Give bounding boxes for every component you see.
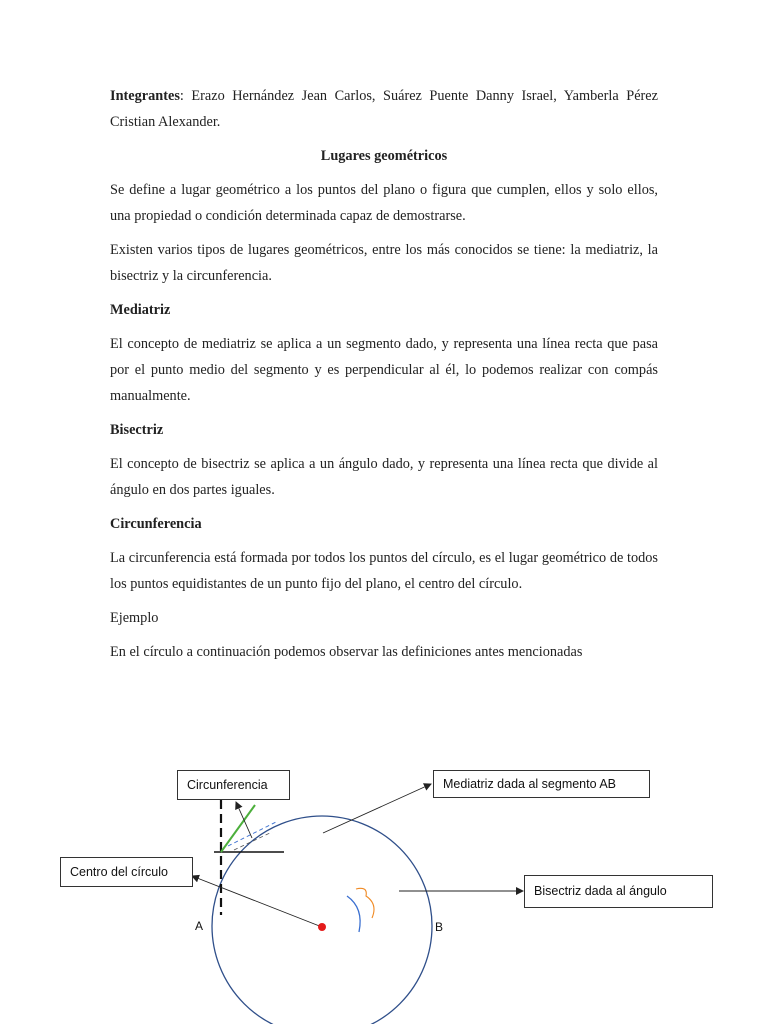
label-centro: Centro del círculo (70, 865, 168, 879)
members-paragraph (110, 83, 658, 135)
document-title: Lugares geométricos (320, 148, 448, 164)
main-circle (212, 816, 432, 1024)
mediatriz-paragraph: El concepto de mediatriz se aplica a un segmento dado, y representa una línea recta que pasa por el punto medio del segmento y es perpendicular al él, lo podemos realizar con compás manualmente. (110, 336, 658, 404)
center-point (318, 923, 326, 931)
circunferencia-paragraph: La circunferencia está formada por todos los puntos del círculo, es el lugar geométrico de todos los puntos equidistantes de un punto fijo del plano, el centro del círculo. (110, 550, 658, 592)
green-line (221, 805, 255, 852)
example-paragraph: En el círculo a continuación podemos observar las definiciones antes mencionadas (110, 644, 583, 660)
label-bisectriz: Bisectriz dada al ángulo (534, 884, 667, 898)
mediatriz-heading: Mediatriz (110, 302, 171, 318)
members-label: Integrantes (110, 88, 180, 104)
label-box-bisectriz (524, 875, 713, 908)
label-mediatriz: Mediatriz dada al segmento AB (443, 777, 617, 791)
label-box-circunferencia (177, 770, 290, 800)
bisectriz-paragraph: El concepto de bisectriz se aplica a un ángulo dado, y representa una línea recta que divide al ángulo en dos partes iguales. (110, 456, 658, 498)
label-box-mediatriz (433, 770, 650, 798)
members-text: : Erazo Hernández Jean Carlos, Suárez Puente Danny Israel, Yamberla Pérez Cristian Alexander. (110, 88, 658, 130)
arrow-circunferencia (236, 802, 252, 838)
circunferencia-heading: Circunferencia (110, 516, 202, 532)
example-label: Ejemplo (110, 610, 159, 626)
dashed-mark-2 (234, 832, 272, 850)
definition-paragraph: Se define a lugar geométrico a los puntos del plano o figura que cumplen, ellos y solo ellos, una propiedad o condición determinada capaz de demostrarse. (110, 182, 658, 224)
point-label-b: B (435, 920, 444, 934)
point-label-a: A (195, 919, 204, 933)
label-circunferencia: Circunferencia (187, 778, 268, 792)
types-paragraph: Existen varios tipos de lugares geométricos, entre los más conocidos se tiene: la mediatriz, la bisectriz y la circunferencia. (110, 242, 658, 284)
bisectriz-heading: Bisectriz (110, 422, 164, 438)
blue-arc (347, 896, 360, 932)
arrow-centro (192, 876, 322, 927)
arrow-mediatriz (323, 784, 431, 833)
geometry-figure (0, 700, 768, 1024)
document-body (110, 83, 658, 673)
label-box-centro (60, 857, 193, 887)
